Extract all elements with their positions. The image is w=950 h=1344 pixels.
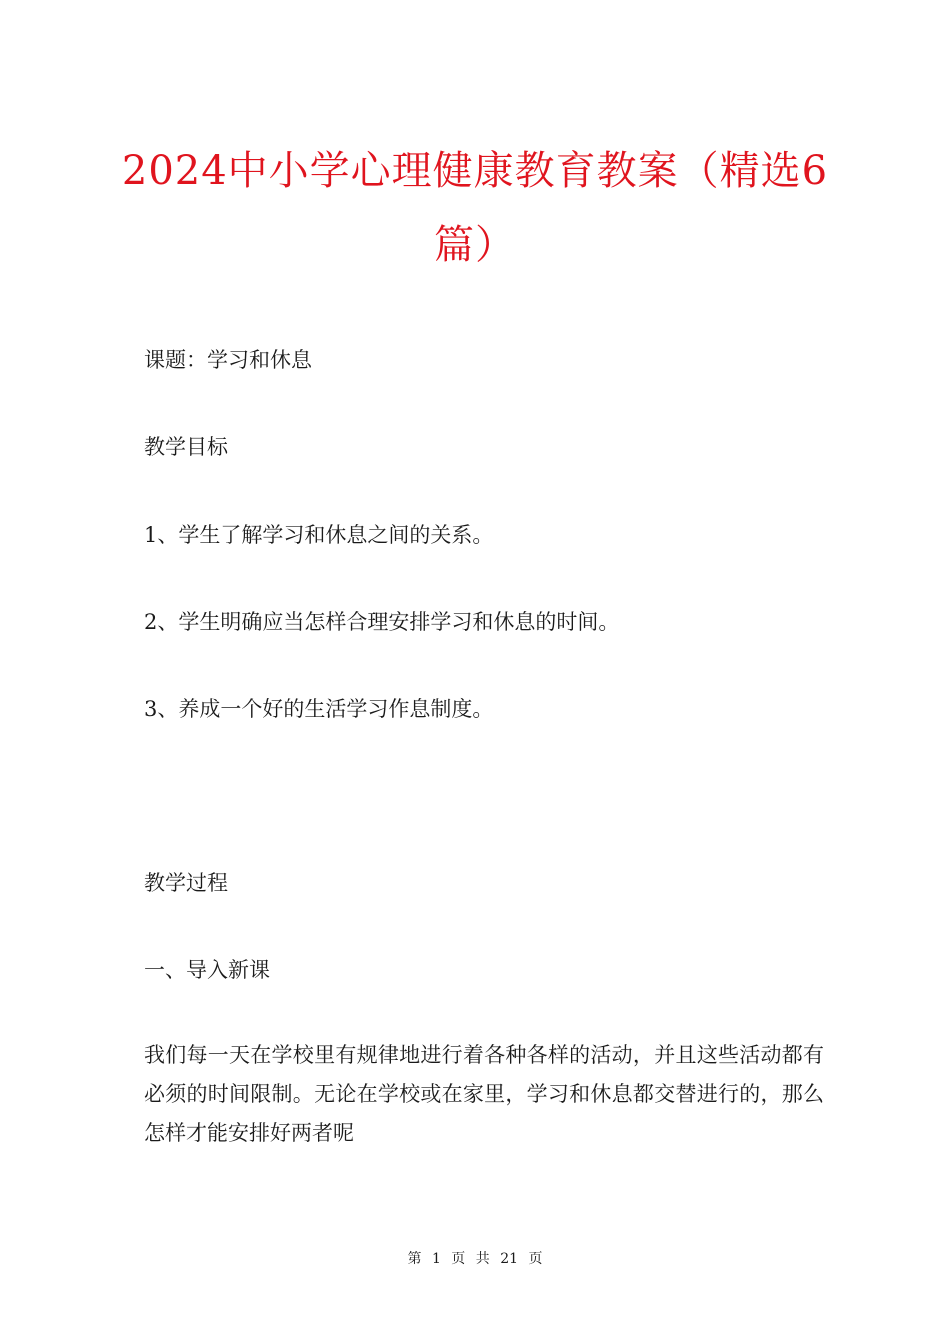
topic-line: 课题：学习和休息	[144, 348, 312, 372]
process-heading: 教学过程	[144, 871, 228, 895]
section-1-paragraph: 我们每一天在学校里有规律地进行着各种各样的活动，并且这些活动都有必须的时间限制。无论在学校或在家里，学习和休息都交替进行的，那么怎样才能安排好两者呢	[144, 1043, 824, 1145]
objective-item-2: 2、学生明确应当怎样合理安排学习和休息的时间。	[144, 610, 620, 634]
page-number-footer: 第 1 页 共 21 页	[407, 1251, 543, 1267]
document-title: 2024中小学心理健康教育教案（精选6篇）	[121, 148, 829, 268]
objective-item-3: 3、养成一个好的生活学习作息制度。	[144, 697, 494, 721]
section-1-heading: 一、导入新课	[144, 958, 270, 982]
objective-item-1: 1、学生了解学习和休息之间的关系。	[144, 523, 494, 547]
objectives-heading: 教学目标	[144, 435, 228, 459]
